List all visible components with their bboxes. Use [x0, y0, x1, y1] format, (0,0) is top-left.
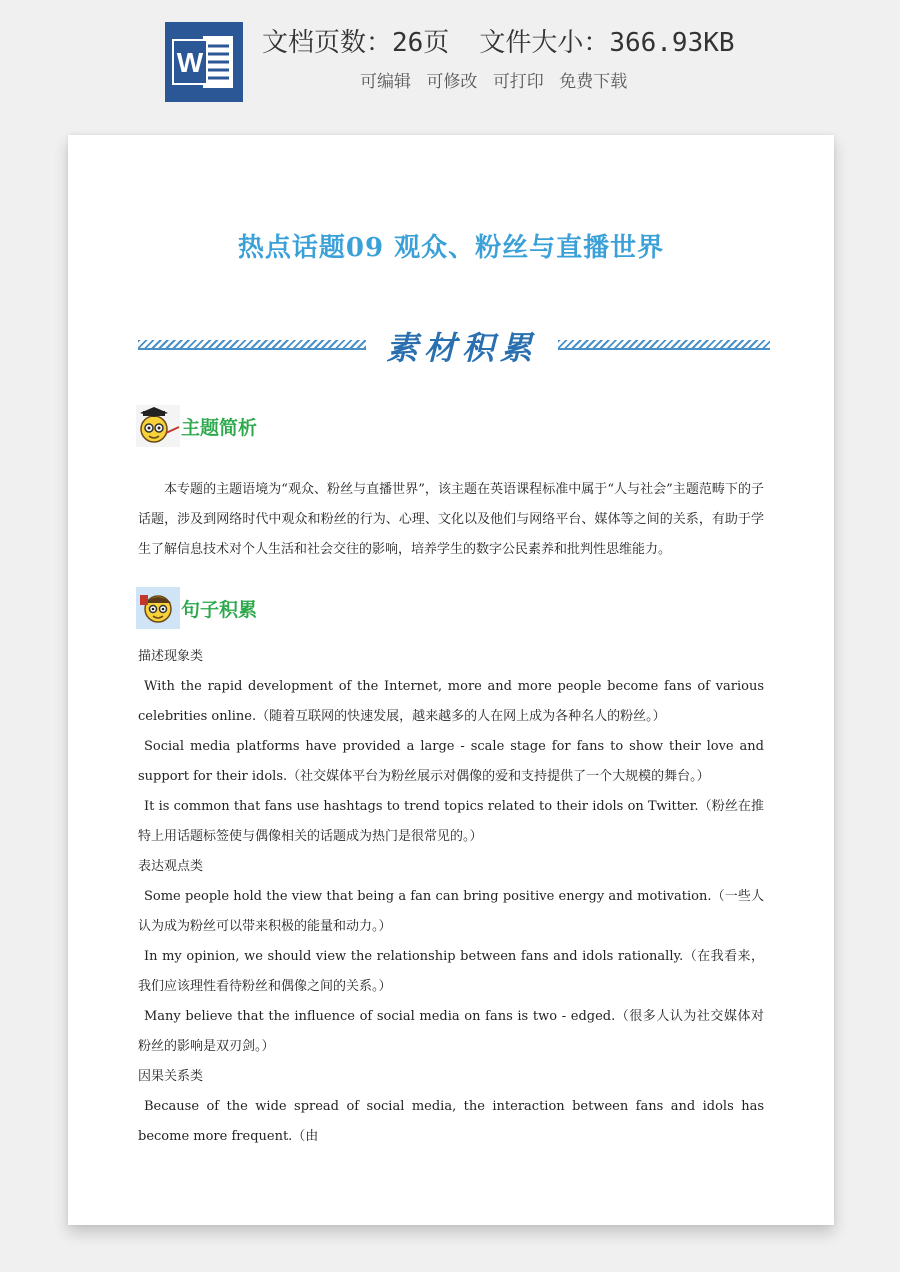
analysis-paragraph: 本专题的主题语境为“观众、粉丝与直播世界”，该主题在英语课程标准中属于“人与社会”主题范畴下的子话题，涉及到网络时代中观众和粉丝的行为、心理、文化以及他们与网络平台、媒体等之间的关系，有助于学生了解信息技术对个人生活和社会交往的影响，培养学生的数字公民素养和批判性思维能力。	[138, 482, 764, 557]
sentence-item: It is common that fans use hashtags to trend topics related to their idols on Twitter.（粉丝在推特上用话题标签使与偶像相关的话题成为热门是很常见的。）	[138, 799, 764, 844]
mascot-teacher-icon	[136, 405, 180, 447]
section-banner: 素材积累	[385, 329, 538, 367]
sentence-item: Many believe that the influence of social media on fans is two - edged.（很多人认为社交媒体对粉丝的影响是双刃剑。）	[138, 1009, 764, 1054]
section-title-sentences: 句子积累	[181, 599, 258, 621]
page-title: 热点话题09 观众、粉丝与直播世界	[237, 233, 665, 263]
mascot-student-icon	[136, 587, 180, 629]
file-size: 文件大小：366.93KB	[479, 28, 735, 58]
sentence-item: With the rapid development of the Internet, more and more people become fans of various celebrities online.（随着互联网的快速发展，越来越多的人在网上成为各种名人的粉丝。）	[138, 679, 764, 724]
action-editable: 可编辑	[360, 72, 411, 92]
word-document-icon	[165, 22, 243, 102]
action-modifiable: 可修改	[426, 72, 478, 92]
category-opinion: 表达观点类	[138, 859, 204, 874]
sentence-item: Some people hold the view that being a fan can bring positive energy and motivation.（一些人认为成为粉丝可以带来积极的能量和动力。）	[138, 889, 764, 934]
word-letter: W	[176, 47, 204, 78]
action-printable: 可打印	[492, 72, 544, 92]
banner-stripe-right	[558, 340, 770, 350]
sentence-item: Because of the wide spread of social media, the interaction between fans and idols has become more frequent.（由	[138, 1099, 764, 1144]
page-count: 文档页数：26页	[262, 28, 450, 58]
section-title-analysis: 主题简析	[181, 417, 258, 439]
document-page	[68, 135, 834, 1225]
sentence-item: Social media platforms have provided a large - scale stage for fans to show their love and support for their idols.（社交媒体平台为粉丝展示对偶像的爱和支持提供了一个大规模的舞台。）	[138, 739, 764, 784]
category-describe: 描述现象类	[138, 649, 204, 664]
category-cause-effect: 因果关系类	[138, 1069, 204, 1084]
document-actions	[360, 67, 637, 92]
sentence-item: In my opinion, we should view the relationship between fans and idols rationally.（在我看来，我们应该理性看待粉丝和偶像之间的关系。）	[138, 949, 764, 994]
document-meta	[262, 22, 735, 59]
download-header	[0, 0, 900, 130]
banner-stripe-left	[138, 340, 366, 350]
action-free-download[interactable]: 免费下载	[559, 72, 628, 92]
